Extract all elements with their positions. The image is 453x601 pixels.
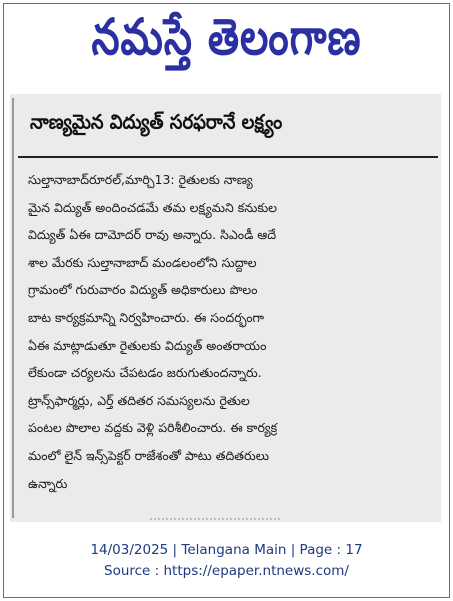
column-rule — [12, 98, 14, 518]
article-line: పంటల పొలాల వద్దకు వెళ్లి పరిశీలించారు. ఈ కార్యక్ర — [28, 420, 278, 436]
article-line: విద్యుత్ ఏఈ దామోదర్ రావు అన్నారు. సిఎండీ ఆదే — [28, 227, 277, 243]
page-footer — [0, 540, 453, 582]
edition-meta: 14/03/2025 | Telangana Main | Page : 17 — [90, 542, 363, 558]
article-line: లేకుండా చర్యలను చేపటడం జరుగుతుందన్నారు. — [28, 365, 262, 381]
headline-divider — [18, 156, 438, 158]
article-line: శాల మేరకు సుల్తానాబాద్ మండలంలోని సుద్దాల — [28, 254, 257, 270]
article-line: ఏఈ మాట్లాడుతూ రైతులకు విద్యుత్ అంతరాయం — [28, 337, 267, 353]
article-line: ట్రాన్స్‌ఫార్మర్లు, ఎర్త్ తదితర సమస్యలను రైతుల — [28, 392, 250, 408]
article-line: ఉన్నారు — [28, 475, 68, 491]
article-line: గ్రామంలో గురువారం విద్యుత్ అధికారులు పొలం — [28, 282, 258, 298]
article-line: మైన విద్యుత్ అందించడమే తమ లక్ష్యమని కనుకుల — [28, 199, 278, 215]
newspaper-masthead — [0, 6, 453, 82]
article-line: బాట కార్యక్రమాన్ని నిర్వహించారు. ఈ సందర్భంగా — [28, 309, 265, 325]
article-line: మంలో లైన్ ఇన్స్‌పెక్టర్ రాజేశంతో పాటు తదితరులు — [28, 447, 269, 463]
article-line: సుల్తానాబాద్‌రూరల్,మార్చి13: రైతులకు నాణ్య — [28, 172, 253, 187]
article-headline: నాణ్యమైన విద్యుత్ సరఫరానే లక్ష్యం — [30, 110, 283, 134]
clipping-tail-mark — [150, 512, 280, 520]
source-link[interactable]: Source : https://epaper.ntnews.com/ — [104, 563, 349, 579]
masthead-title: నమస్తే తెలంగాణ — [91, 9, 362, 67]
article-body — [28, 166, 438, 497]
